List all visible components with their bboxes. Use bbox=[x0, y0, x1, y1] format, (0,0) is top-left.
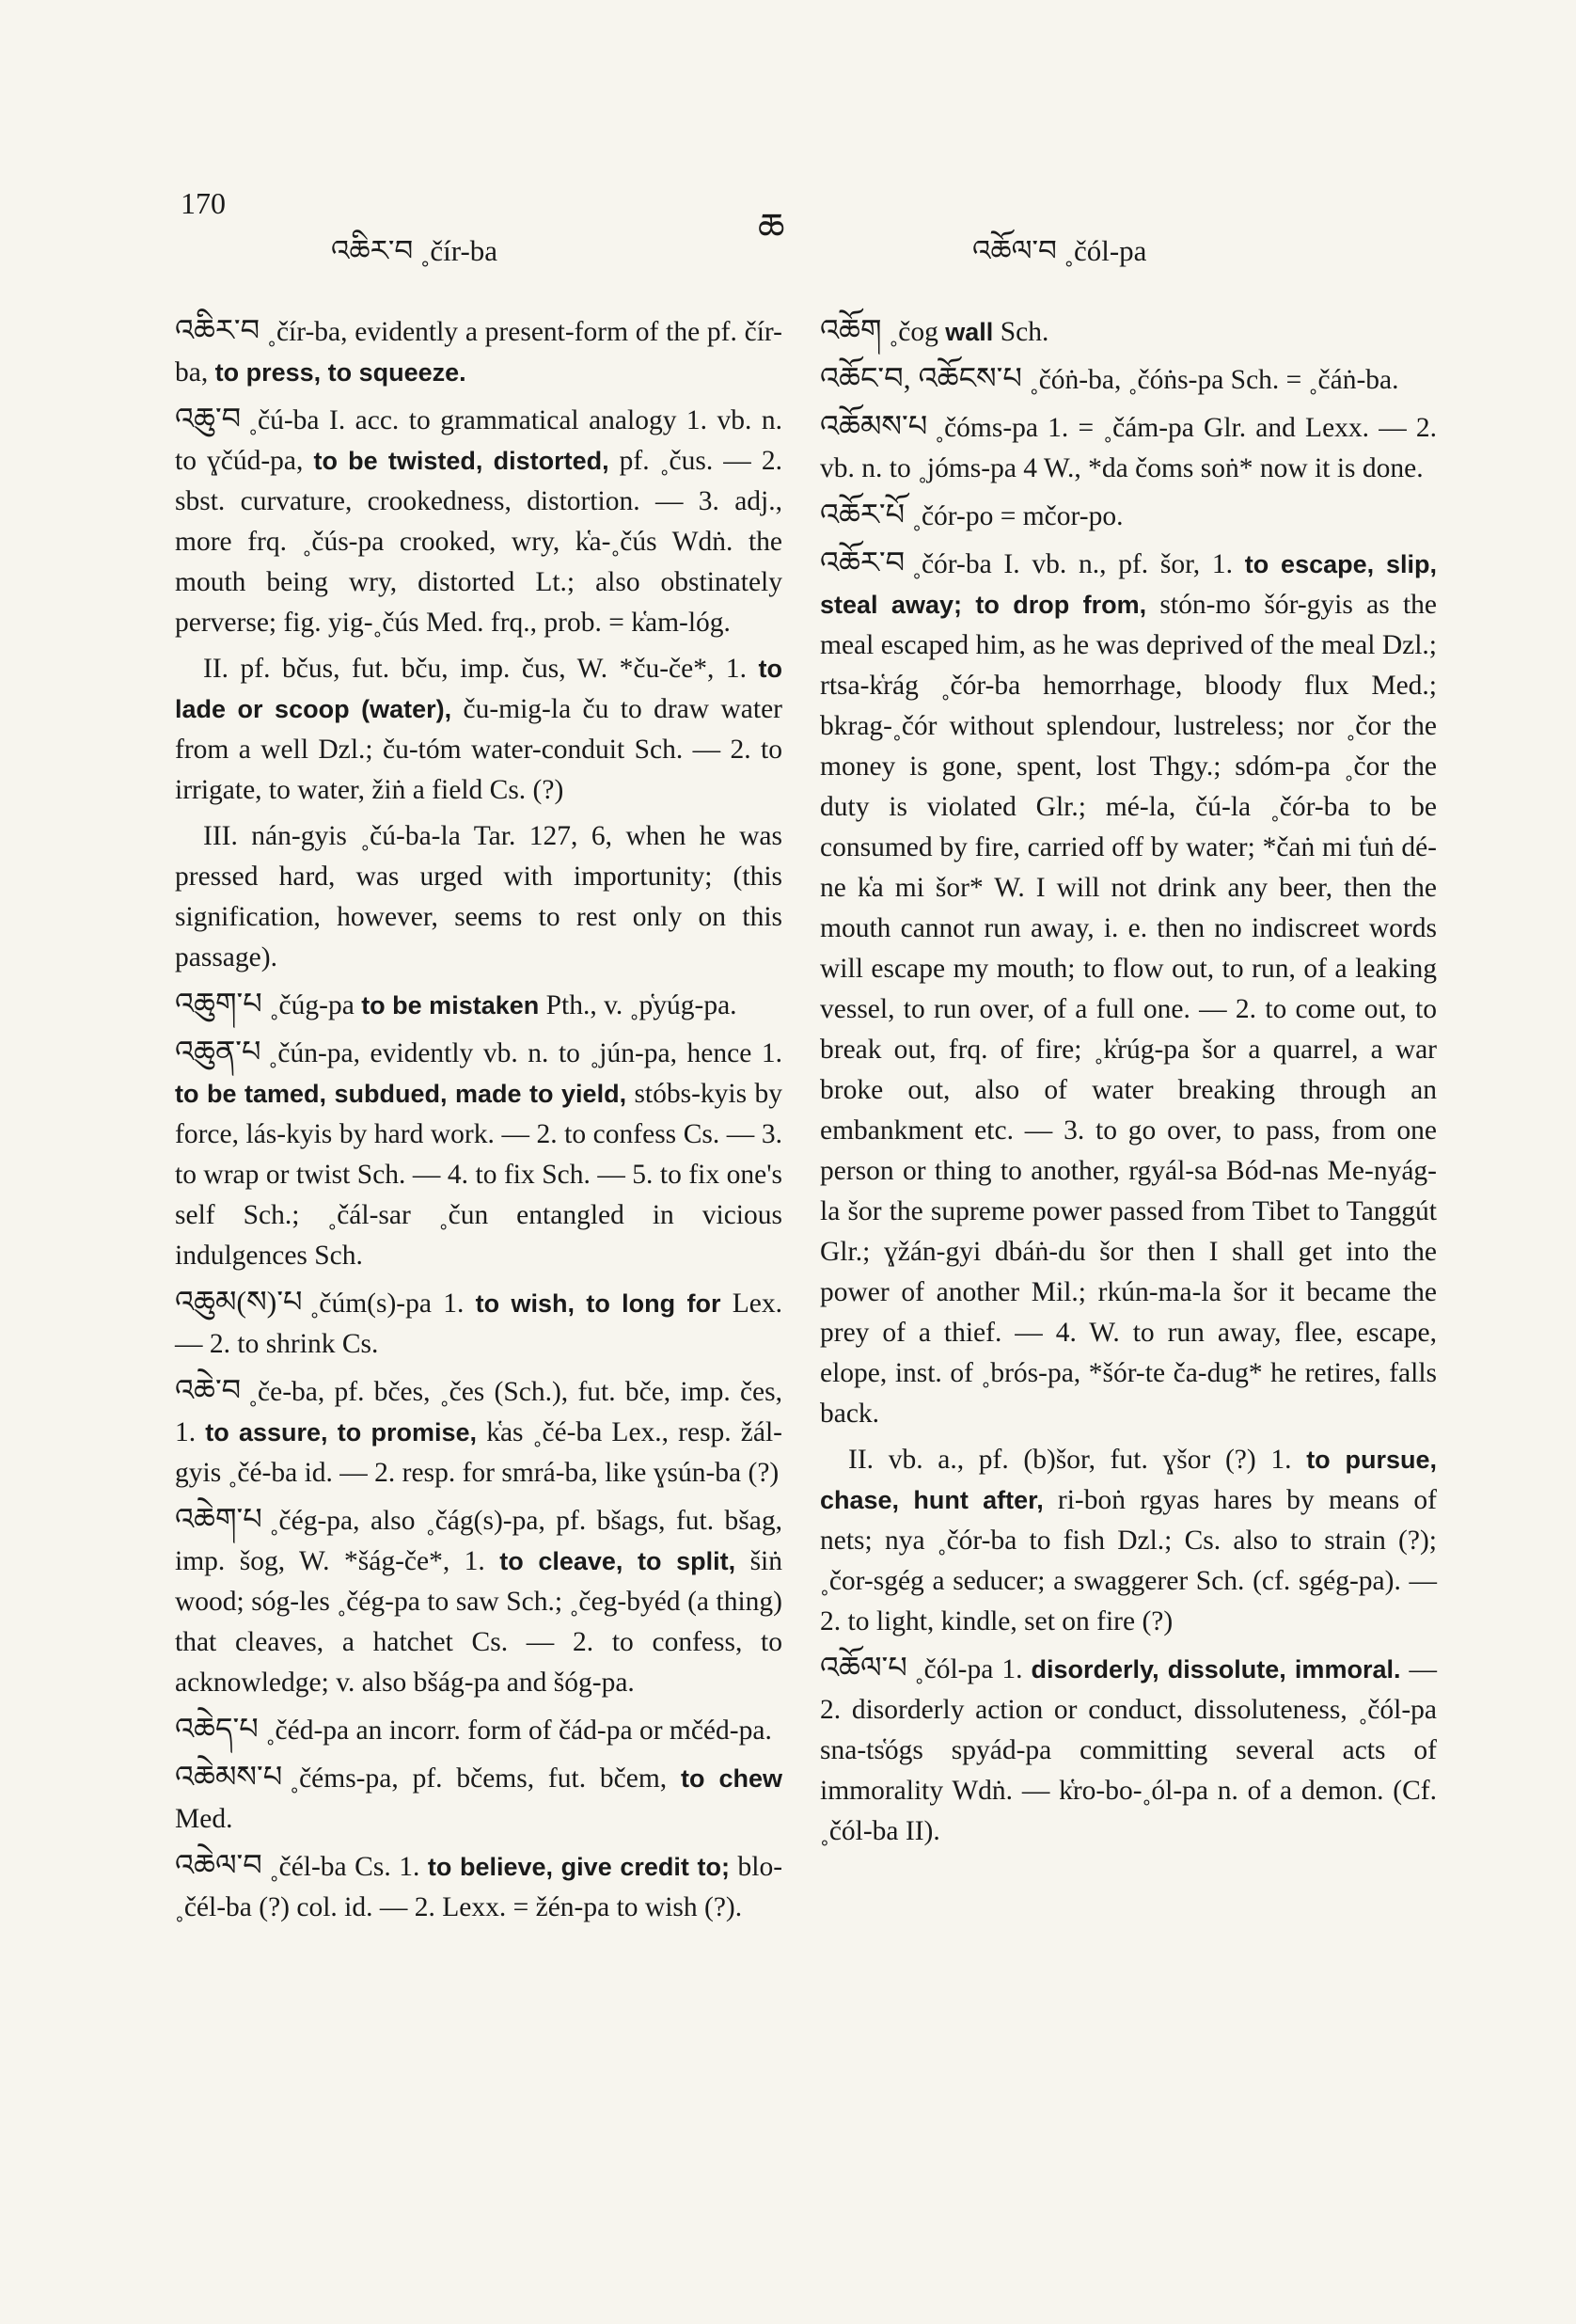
entry-tail: ču-mig-la ču to draw water from a well Dzl.; ču-tóm water-conduit Sch. — 2. to irrigate, to water, žiṅ a field Cs. (?) bbox=[175, 694, 782, 805]
entry-headword: འཆོང་བ, འཆོངས་པ bbox=[820, 361, 1022, 395]
entry-headword: འཆུག་པ bbox=[175, 987, 262, 1020]
entry-definition: to cleave, to split, bbox=[499, 1547, 736, 1575]
entry-body: ˳čég-pa, also ˳čág(s)-pa, pf. bšags, fut. bšag, imp. šog, W. *šág-če*, 1. bbox=[175, 1506, 782, 1576]
entry-body: ˳čór-ba I. vb. n., pf. šor, 1. bbox=[912, 549, 1233, 579]
dictionary-subentry bbox=[175, 816, 782, 978]
entry-tail: Pth., v. ˳p̔yúg-pa. bbox=[545, 990, 737, 1020]
dictionary-entry bbox=[175, 1757, 782, 1840]
entry-tail: Lex. — 2. to shrink Cs. bbox=[175, 1288, 783, 1359]
entry-body: ˳čún-pa, evidently vb. n. to ˳jún-pa, hence 1. bbox=[268, 1038, 782, 1068]
dictionary-entry bbox=[175, 1282, 782, 1365]
entry-body: ˳čóms-pa 1. = ˳čám-pa Glr. and Lexx. — 2. vb. n. to ˳jóms-pa 4 W., *da čoms soṅ* now it is done. bbox=[820, 413, 1437, 483]
dictionary-entry bbox=[820, 1648, 1437, 1852]
entry-headword: འཆུམ(ས)་པ bbox=[175, 1285, 303, 1319]
entry-definition: to pursue, chase, hunt after, bbox=[820, 1446, 1437, 1514]
entry-definition: to be mistaken bbox=[361, 991, 540, 1020]
dictionary-entry bbox=[820, 406, 1437, 489]
entry-tail: šiṅ wood; sóg-les ˳čég-pa to saw Sch.; ˳čeg-byéd (a thing) that cleaves, a hatchet Cs. — 2. to confess, to acknowledge; v. also bšág-pa and šóg-pa. bbox=[175, 1546, 783, 1698]
dictionary-subentry bbox=[820, 1440, 1437, 1642]
entry-tail: k̔as ˳čé-ba Lex., resp. žál-gyis ˳čé-ba id. — 2. resp. for smrá-ba, like ɣsún-ba (?) bbox=[175, 1417, 783, 1488]
entry-headword: འཆོར་པོ bbox=[820, 498, 906, 531]
dictionary-entry bbox=[175, 310, 782, 393]
entry-headword: འཆུན་པ bbox=[175, 1035, 261, 1068]
entry-body: ˳čú-ba I. acc. to grammatical analogy 1. vb. n. to ɣčúd-pa, bbox=[175, 405, 782, 476]
entry-definition: to lade or scoop (water), bbox=[175, 655, 783, 723]
entry-definition: to wish, to long for bbox=[475, 1289, 721, 1318]
dictionary-entry bbox=[175, 1709, 782, 1751]
entry-headword: འཆོལ་པ bbox=[820, 1651, 907, 1684]
entry-tail: Sch. bbox=[1000, 317, 1049, 347]
entry-body: ˳čúg-pa bbox=[269, 990, 355, 1020]
entry-definition: wall bbox=[945, 318, 994, 346]
entry-definition: disorderly, dissolute, immoral. bbox=[1031, 1655, 1401, 1684]
entry-definition: to be twisted, distorted, bbox=[313, 447, 609, 475]
dictionary-entry bbox=[820, 495, 1437, 537]
entry-headword: འཆོམས་པ bbox=[820, 409, 928, 443]
dictionary-entry bbox=[820, 543, 1437, 1434]
entry-body: ˳čír-ba, evidently a present-form of the pf. čír-ba, bbox=[175, 317, 782, 387]
entry-headword: འཆེག་པ bbox=[175, 1502, 262, 1536]
entry-body: III. nán-gyis ˳čú-ba-la Tar. 127, 6, when he was pressed hard, was urged with importunity; (this signification, however, seems to rest only on this passage). bbox=[175, 821, 782, 972]
dictionary-subentry bbox=[175, 649, 782, 811]
entry-definition: to escape, slip, steal away; to drop from, bbox=[820, 550, 1438, 619]
entry-body: ˳čúm(s)-pa 1. bbox=[309, 1288, 465, 1319]
entry-headword: འཆིར་བ bbox=[175, 313, 260, 347]
entry-headword: འཆེད་པ bbox=[175, 1712, 259, 1746]
entry-headword: འཆེམས་པ bbox=[175, 1760, 283, 1794]
entry-tail: stóbs-kyis by force, lás-kyis by hard work. — 2. to confess Cs. — 3. to wrap or twist Sch. — 4. to fix Sch. — 5. to fix one's self Sch.; ˳čál-sar ˳čun entangled in vicious indulgences Sch. bbox=[175, 1079, 782, 1271]
entry-headword: འཆུ་བ bbox=[175, 402, 242, 435]
dictionary-entry bbox=[175, 984, 782, 1026]
entry-definition: to believe, give credit to; bbox=[427, 1853, 730, 1881]
entry-tail: — 2. disorderly action or conduct, dissoluteness, ˳čól-pa sna-ts̔ógs spyád-pa committing several acts of immorality Wdṅ. — k̔ro-bo-˳ól-pa n. of a demon. (Cf. ˳čól-ba II). bbox=[820, 1654, 1438, 1846]
entry-tail: stón-mo šór-gyis as the meal escaped him, as he was deprived of the meal Dzl.; rtsa-k̔rág ˳čór-ba hemorrhage, bloody flux Med.; bkrag-˳čór without splendour, lustreless; nor ˳čor the money is gone, spent, lost Thgy.; sdóm-pa ˳čor the duty is violated Glr.; mé-la, čú-la ˳čór-ba to be consumed by fire, carried off by water; *čaṅ mi t̔uṅ dé-ne k̔a mi šor* W. I will not drink any beer, then the mouth cannot run away, i. e. then no indiscreet words will escape my mouth; to flow out, to run, of a leaking vessel, to run over, of a full one. — 2. to come out, to break out, frq. of fire; ˳k̔rúg-pa šor a quarrel, a war broke out, also of water breaking through an embankment etc. — 3. to go over, to pass, from one person or thing to another, rgyál-sa Bód-nas Me-nyág-la šor the supreme power passed from Tibet to Tanggút Glr.; ɣžán-gyi dbáṅ-du šor then I shall get into the power of another Mil.; rkún-ma-la šor it became the prey of a thief. — 4. W. to run away, flee, escape, elope, inst. of ˳brós-pa, *šór-te ča-dug* he retires, falls back. bbox=[820, 590, 1438, 1429]
entry-body: ˳čéms-pa, pf. bčems, fut. bčem, bbox=[290, 1763, 668, 1794]
dictionary-entry bbox=[175, 1032, 782, 1276]
left-running-head: འཆིར་བ ˳čír-ba bbox=[331, 234, 498, 267]
page-number: 170 bbox=[181, 186, 226, 220]
entry-tail: pf. ˳čus. — 2. sbst. curvature, crookedness, distortion. — 3. adj., more frq. ˳čús-pa crooked, wry, k̔a-˳čús Wdṅ. the mouth being wry, distorted Lt.; also obstinately perverse; fig. yig-˳čús Med. frq., prob. = k̔am-lóg. bbox=[175, 446, 782, 638]
dictionary-entry bbox=[175, 1499, 782, 1703]
entry-definition: to press, to squeeze. bbox=[214, 358, 466, 387]
dictionary-entry bbox=[820, 310, 1437, 353]
entry-body: ˳če-ba, pf. bčes, ˳čes (Sch.), fut. bče, imp. čes, 1. bbox=[175, 1377, 782, 1447]
right-running-head: འཆོལ་བ ˳čól-pa bbox=[972, 234, 1147, 267]
entry-tail: Med. bbox=[175, 1804, 233, 1834]
entry-body: ˳čéd-pa an incorr. form of čád-pa or mčéd-pa. bbox=[265, 1715, 772, 1746]
entry-body: II. pf. bčus, fut. bču, imp. čus, W. *ču-če*, 1. bbox=[203, 654, 747, 684]
entry-definition: to assure, to promise, bbox=[205, 1418, 478, 1447]
entry-tail: blo-˳čél-ba (?) col. id. — 2. Lexx. = žén-pa to wish (?). bbox=[175, 1852, 783, 1922]
entry-headword: འཆོར་བ bbox=[820, 545, 906, 579]
entry-headword: འཆེ་བ bbox=[175, 1373, 242, 1407]
entry-definition: to chew bbox=[681, 1764, 783, 1793]
right-column bbox=[820, 310, 1437, 1858]
dictionary-entry bbox=[820, 358, 1437, 401]
entry-headword: འཆེལ་བ bbox=[175, 1848, 262, 1882]
entry-body: II. vb. a., pf. (b)šor, fut. ɣšor (?) 1. bbox=[848, 1445, 1292, 1475]
left-column bbox=[175, 310, 782, 1934]
dictionary-entry bbox=[175, 1845, 782, 1928]
entry-body: ˳čóṅ-ba, ˳čóṅs-pa Sch. = ˳čáṅ-ba. bbox=[1029, 365, 1399, 395]
entry-body: ˳čór-po = mčor-po. bbox=[912, 501, 1124, 531]
dictionary-entry bbox=[175, 1370, 782, 1494]
section-letter: ཆ bbox=[758, 206, 785, 248]
entry-headword: འཆོག bbox=[820, 313, 882, 347]
entry-body: ˳čél-ba Cs. 1. bbox=[269, 1852, 420, 1882]
entry-body: ˳čól-pa 1. bbox=[914, 1654, 1023, 1684]
entry-definition: to be tamed, subdued, made to yield, bbox=[175, 1080, 627, 1108]
entry-body: ˳čog bbox=[889, 317, 938, 347]
dictionary-entry bbox=[175, 399, 782, 643]
entry-tail: ri-boṅ rgyas hares by means of nets; nya ˳čór-ba to fish Dzl.; Cs. also to strain (?); ˳čor-sgég a seducer; a swaggerer Sch. (cf. sgég-pa). — 2. to light, kindle, set on fire (?) bbox=[820, 1485, 1437, 1636]
